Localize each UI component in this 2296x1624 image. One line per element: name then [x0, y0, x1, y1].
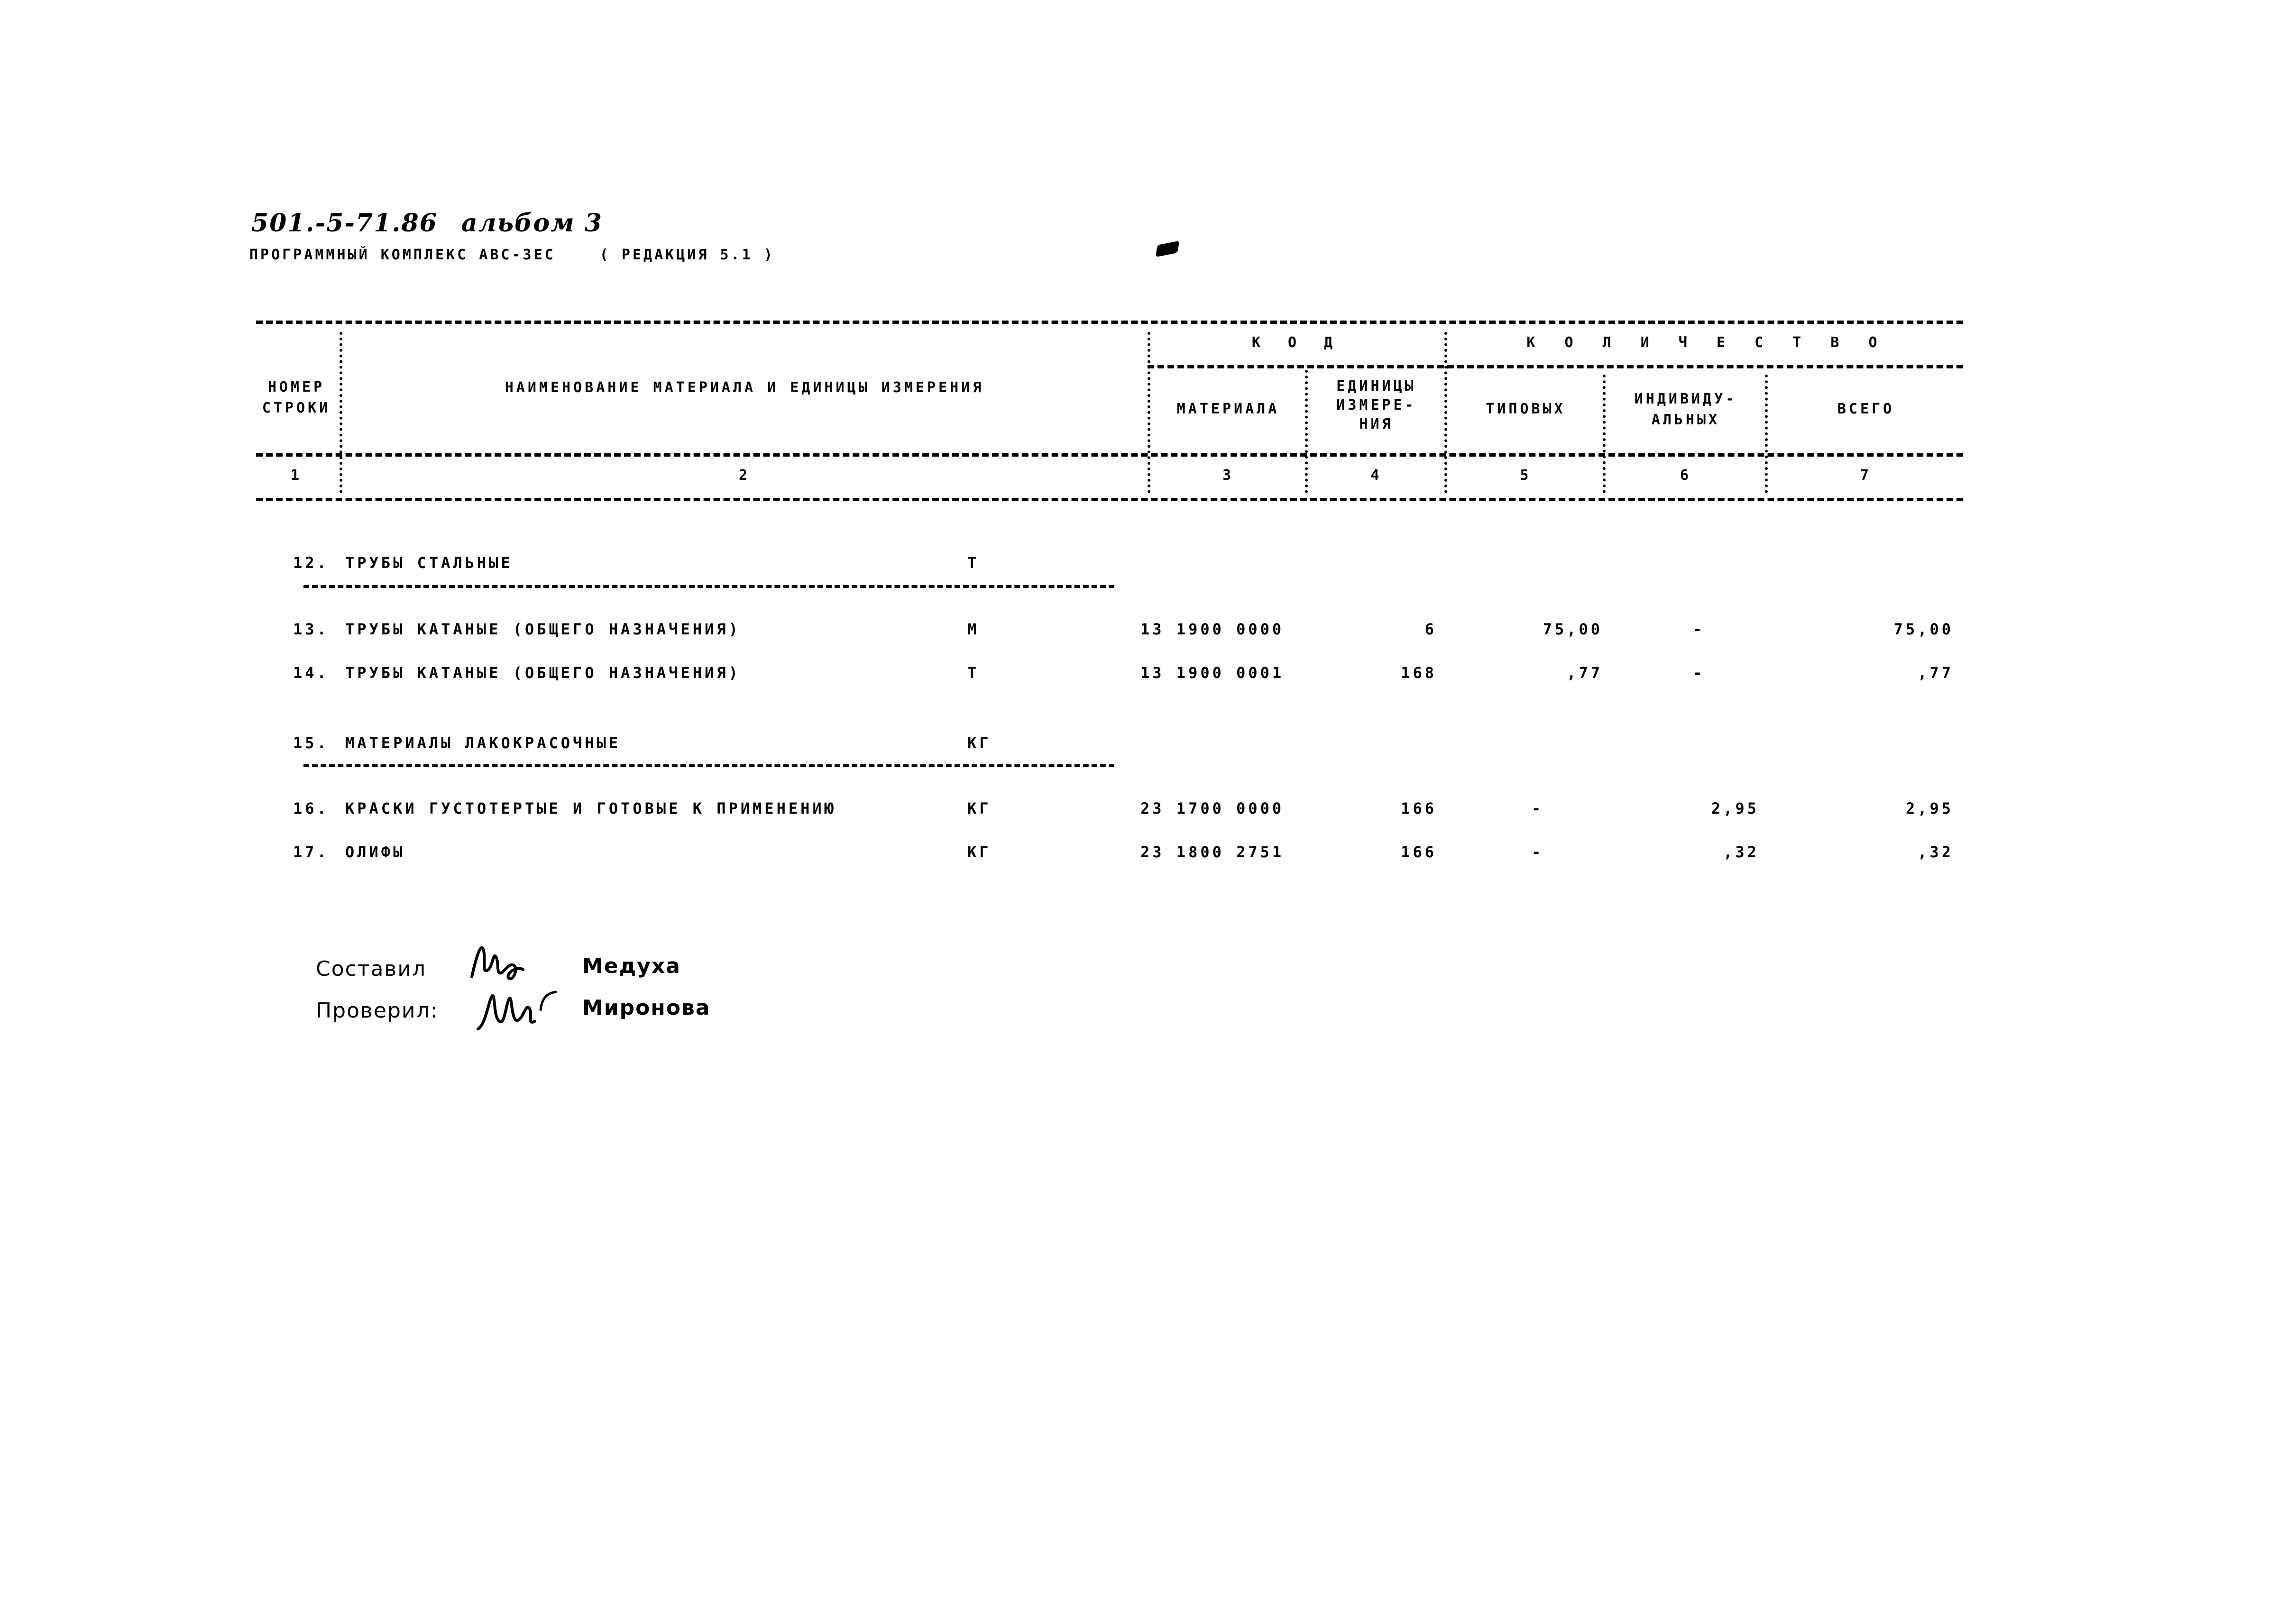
row-qty-total: 75,00: [1893, 620, 1954, 638]
row-number: 17.: [293, 843, 329, 861]
header-bottom-rule: [256, 498, 1963, 501]
row-unit: КГ: [967, 734, 992, 752]
corner-mark: [1156, 241, 1179, 257]
header-qty-group: К О Л И Ч Е С Т В О: [1526, 334, 1888, 351]
col-number-4: 4: [1370, 467, 1382, 484]
checked-signature: [474, 982, 564, 1038]
row-qty-individual: -: [1693, 664, 1705, 682]
row-qty-individual: ,32: [1723, 843, 1759, 861]
col-number-2: 2: [738, 467, 751, 484]
row-unit-code: 6: [1424, 620, 1437, 638]
col-sep-6: [1765, 375, 1768, 493]
row-material-code: 13 1900 0000: [1140, 620, 1285, 638]
header-qty-typical: ТИПОВЫХ: [1486, 401, 1566, 417]
doc-code-text: 501.-5-71.86: [251, 209, 438, 238]
row-material-name: ТРУБЫ СТАЛЬНЫЕ: [345, 554, 513, 572]
row-material-code: 23 1800 2751: [1140, 843, 1285, 861]
header-row-number: [256, 377, 337, 419]
row-material-name: МАТЕРИАЛЫ ЛАКОКРАСОЧНЫЕ: [345, 734, 621, 752]
program-line: [249, 247, 775, 263]
row-material-name: ТРУБЫ КАТАНЫЕ (ОБЩЕГО НАЗНАЧЕНИЯ): [345, 664, 741, 682]
col-number-3: 3: [1222, 467, 1234, 484]
header-qty-individual-2: АЛЬНЫХ: [1651, 412, 1720, 428]
checked-name: Миронова: [582, 996, 711, 1020]
col-sep-2: [1148, 332, 1150, 493]
header-code-material: МАТЕРИАЛА: [1176, 401, 1280, 417]
col-sep-5: [1603, 375, 1606, 493]
header-code-unit-1: ЕДИНИЦЫ: [1336, 378, 1416, 395]
row-qty-total: ,77: [1918, 664, 1954, 682]
row-material-name: ТРУБЫ КАТАНЫЕ (ОБЩЕГО НАЗНАЧЕНИЯ): [345, 620, 741, 638]
row-qty-individual: -: [1693, 620, 1705, 638]
col-number-7: 7: [1860, 467, 1872, 484]
row-qty-typical: -: [1532, 843, 1544, 861]
row-material-name: КРАСКИ ГУСТОТЕРТЫЕ И ГОТОВЫЕ К ПРИМЕНЕНИЮ: [345, 799, 836, 817]
row-unit-code: 168: [1401, 664, 1437, 682]
header-top-rule: [256, 321, 1963, 324]
row-unit-code: 166: [1401, 843, 1437, 861]
group-underline: [303, 585, 1114, 588]
row-material-name: ОЛИФЫ: [345, 843, 405, 861]
row-qty-total: ,32: [1918, 843, 1954, 861]
col-sep-3: [1305, 370, 1308, 493]
col-sep-4: [1444, 332, 1447, 493]
row-unit: Т: [967, 664, 980, 682]
edition-text: ( РЕДАКЦИЯ 5.1 ): [599, 247, 775, 263]
header-code-unit-2: ИЗМЕРЕ-: [1336, 397, 1416, 413]
doc-code: [251, 209, 603, 238]
row-unit: Т: [967, 554, 980, 572]
row-qty-individual: 2,95: [1711, 799, 1759, 817]
compiled-label: Составил: [316, 957, 427, 981]
row-number: 15.: [293, 734, 329, 752]
row-material-code: 23 1700 0000: [1140, 799, 1285, 817]
row-qty-typical: -: [1532, 799, 1544, 817]
row-unit-code: 166: [1401, 799, 1437, 817]
row-unit: М: [967, 620, 980, 638]
header-qty-total: ВСЕГО: [1837, 401, 1895, 417]
header-name: НАИМЕНОВАНИЕ МАТЕРИАЛА И ЕДИНИЦЫ ИЗМЕРЕНИЯ: [505, 379, 984, 396]
row-qty-typical: ,77: [1567, 664, 1603, 682]
row-number: 13.: [293, 620, 329, 638]
row-qty-typical: 75,00: [1543, 620, 1603, 638]
col-number-1: 1: [290, 467, 303, 484]
compiled-name: Медуха: [582, 954, 681, 978]
checked-label: Проверил:: [316, 999, 439, 1023]
row-number: 16.: [293, 799, 329, 817]
header-code-unit: [1309, 377, 1444, 434]
header-group-rule: [1148, 365, 1963, 368]
col-number-6: 6: [1680, 467, 1692, 484]
header-row-number-2: СТРОКИ: [262, 400, 331, 416]
row-unit: КГ: [967, 799, 992, 817]
header-row-number-1: НОМЕР: [267, 379, 325, 395]
compiled-signature: [467, 936, 529, 989]
group-underline: [303, 764, 1114, 767]
col-sep-1: [340, 332, 342, 493]
col-number-5: 5: [1520, 467, 1532, 484]
row-qty-total: 2,95: [1905, 799, 1954, 817]
program-name: ПРОГРАММНЫЙ КОМПЛЕКС АВС-3ЕС: [249, 247, 556, 263]
album-text: альбом 3: [461, 209, 603, 238]
header-qty-individual: [1607, 389, 1764, 431]
row-material-code: 13 1900 0001: [1140, 664, 1285, 682]
header-code-group: К О Д: [1251, 334, 1342, 351]
row-unit: КГ: [967, 843, 992, 861]
header-qty-individual-1: ИНДИВИДУ-: [1634, 391, 1737, 407]
header-code-unit-3: НИЯ: [1359, 416, 1394, 432]
row-number: 14.: [293, 664, 329, 682]
row-number: 12.: [293, 554, 329, 572]
header-mid-rule: [256, 453, 1963, 457]
